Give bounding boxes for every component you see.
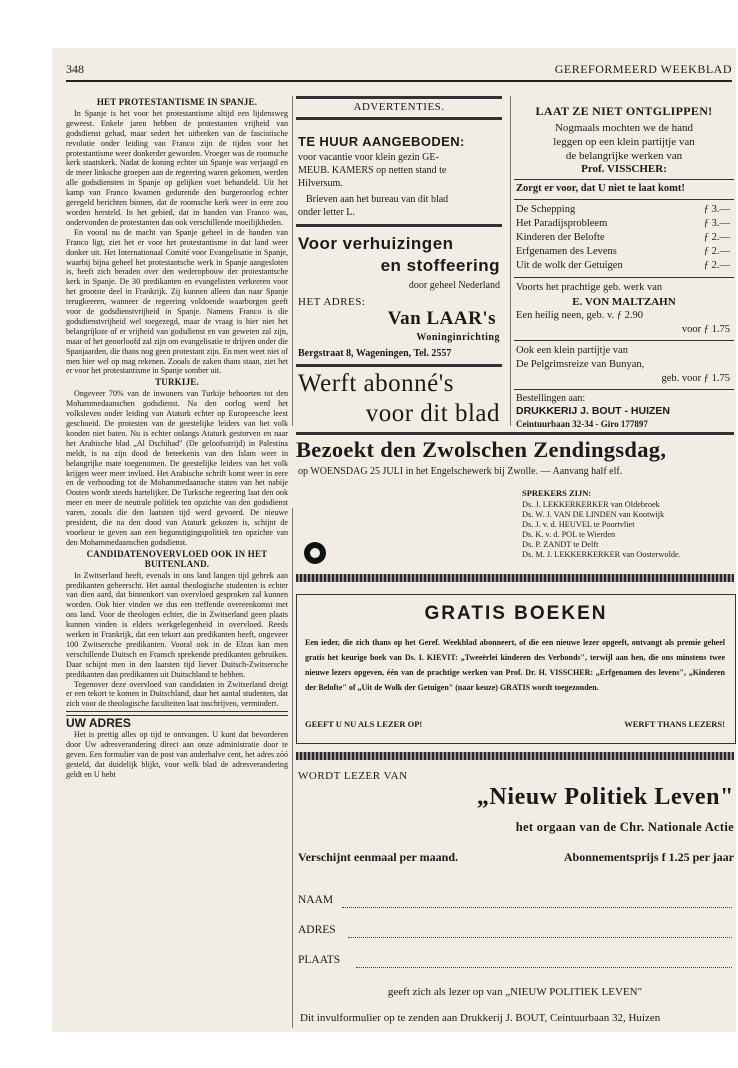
- candidates-paragraph-2: Tegenover deze overvloed van candidaten in Zwitserland dreigt er een tekort te komen in Duitschland, daar het aantal studenten, dat zich voor de theologische faculteiten laat inschrijven, vermindert.: [66, 679, 288, 709]
- ad-rule-1: [296, 224, 502, 227]
- article-column: [66, 96, 288, 1026]
- name-label: NAAM: [298, 894, 334, 906]
- ad-huur-line-1: voor vacantie voor klein gezin GE-: [298, 152, 439, 163]
- article-title-candidates: CANDIDATENOVERVLOED OOK IN HET BUITENLAND.: [86, 548, 268, 569]
- book-item: [516, 232, 730, 243]
- gratis-body: Een ieder, die zich thans op het Geref. Weekblad abonneert, of die een nieuwe lezer opgeeft, ontvangt als premie geheel gratis het keurige boek van Ds. I. KIEVIT: „Tweeërlei kinderen des Verbonds", terwijl aan hen, die ons minstens twee nieuwe lezers opgeven, één van de prachtige werken van Prof. Dr. H. VISSCHER: „Erfgenamen des levens", „Kinderen der Belofte" of „Uit de Wolk der Getuigen" (naar keuze) GRATIS wordt toegezonden.: [305, 638, 725, 692]
- books-printer-address: Ceintuurbaan 32-34 - Giro 177897: [516, 419, 648, 429]
- books-rule-4: [514, 340, 734, 341]
- ad-huur-line-2: MEUB. KAMERS op netten stand te: [298, 165, 447, 176]
- ad-huur-line-4: Brieven aan het bureau van dit blad: [306, 194, 449, 205]
- ad-verhuizing-line-1: Voor verhuizingen: [298, 234, 454, 253]
- zending-subtitle: op WOENSDAG 25 JULI in het Engelschewerk bij Zwolle. — Aanvang half elf.: [298, 466, 623, 477]
- books-also-author: E. VON MALTZAHN: [572, 296, 676, 308]
- ad-verhuizing-adres: HET ADRES:: [298, 296, 366, 308]
- book-item-price: ƒ 2.—: [703, 246, 730, 257]
- books-also-1: Voorts het prachtige geb. werk van: [516, 282, 663, 293]
- form-price: Abonnementsprijs f 1.25 per jaar: [563, 850, 734, 864]
- address-paragraph-1: Het is prettig alles op tijd te ontvangen. U kunt dat bevorderen door Uw adresverandering direct aan onze administratie door te geven. Een formulier van de post van anderhalve cent, het adres zóó gesteld, dat duidelijk blijkt, voor welk blad de adresverandering geldt en U hebt: [66, 730, 288, 779]
- decorative-border: [296, 574, 734, 582]
- ad-werft-line-2: voor dit blad: [365, 400, 500, 427]
- ad-werft-line-1: Werft abonné's: [298, 370, 454, 397]
- candidates-paragraph-1: In Zwitserland heeft, evenals in ons land langen tijd gebrek aan predikanten geheerscht. Het aantal theologische studenten is echter van dien aard, dat binnenkort van overvloed gesproken zal kunnen worden. Ook hier vinden we dus een treffende overeenkomst met ons land. Voor de theologen echter, die in Zwitserland geen plaats kunnen vinden is elders werkgelegenheid in overvloed. Reeds werken in Frankrijk, dat een tekort aan predikanten heeft, ongeveer 100 Zwitsersche predikanten. Vooral ook in de Elzas kan men verschillende Duitsch en Fransch sprekende predikanten gebruiken. Daar schijnt men in den laatsten tijd liever Duitsch-Zwitsersche predikanten dan predikanten uit Duitschland te hebben.: [66, 570, 288, 679]
- book-item-name: De Schepping: [516, 204, 576, 215]
- form-title: „Nieuw Politiek Leven": [476, 784, 734, 810]
- speaker-item: Ds. J. v. d. HEUVEL te Poortvliet: [522, 520, 635, 529]
- books-also-2: Een heilig neen, geb. v. ƒ 2.90: [516, 310, 644, 321]
- book-item: [516, 260, 730, 271]
- book-item-name: Kinderen der Belofte: [516, 232, 605, 243]
- ad-verhuizing-address: Bergstraat 8, Wageningen, Tel. 2557: [298, 348, 452, 359]
- header-rule: [66, 80, 732, 82]
- newspaper-page: [52, 48, 736, 1032]
- form-footer: geeft zich als lezer op van „NIEUW POLITIEK LEVEN": [387, 986, 643, 998]
- zending-title: Bezoekt den Zwolschen Zendingsdag,: [296, 437, 667, 462]
- form-subtitle: het orgaan van de Chr. Nationale Actie: [515, 820, 734, 834]
- books-rule-1: [514, 179, 734, 180]
- speaker-item: Ds. K. v. d. POL te Wierden: [522, 530, 616, 539]
- books-author: Prof. VISSCHER:: [581, 163, 667, 175]
- books-warning: Zorgt er voor, dat U niet te laat komt!: [516, 183, 685, 194]
- gratis-footer-left: GEEFT U NU ALS LEZER OP!: [305, 719, 423, 729]
- place-field[interactable]: [356, 966, 732, 968]
- zending-emblem-icon: [304, 542, 326, 564]
- form-intro: WORDT LEZER VAN: [298, 770, 408, 782]
- gratis-boeken-box: [296, 594, 736, 744]
- book-item-price: ƒ 2.—: [703, 260, 730, 271]
- books-rule-2: [514, 199, 734, 200]
- decorative-border: [296, 752, 734, 760]
- page-number: 348: [66, 62, 84, 76]
- books-intro-1: Nogmaals mochten we de hand: [554, 122, 694, 134]
- books-intro-2: leggen op een klein partijtje van: [553, 136, 695, 148]
- ads-heading: ADVERTENTIES.: [353, 101, 445, 113]
- book-item-name: Het Paradijsprobleem: [516, 218, 608, 229]
- form-frequency: Verschijnt eenmaal per maand.: [298, 850, 458, 864]
- books-rule-3: [514, 277, 734, 278]
- ads-top-rule: [296, 96, 502, 99]
- form-cut-instruction: Dit invulformulier op te zenden aan Drukkerij J. BOUT, Ceintuurbaan 32, Huizen: [300, 1012, 661, 1024]
- books-title: LAAT ZE NIET ONTGLIPPEN!: [535, 104, 713, 118]
- books-bunyan-price: geb. voor ƒ 1.75: [661, 373, 730, 384]
- address-field[interactable]: [348, 936, 732, 938]
- speaker-item: Ds. W. J. VAN DE LINDEN van Kootwijk: [522, 510, 665, 519]
- zending-top-rule: [296, 432, 734, 435]
- book-item: [516, 204, 730, 215]
- book-item-price: ƒ 3.—: [703, 218, 730, 229]
- ad-verhuizing-line-3: door geheel Nederland: [408, 280, 500, 291]
- spain-paragraph-2: En vooral nu de macht van Spanje geheel in de handen van Franco ligt, ziet het er voor het protestantisme in dat land weer donker uit. Het Internationaal Comité voor Evangelisatie in Spanje, waarbij bijna geheel het protestantsche werk in Spanje aangesloten is, heeft zich beraden over den wederopbouw der protestantsche kerk in Spanje. De 30 predikanten en evangelisten verkeeren voor het grootste deel in Frankrijk. Zij kunnen alleen dan naar Spanje terugkeeren, wanneer de regeering voldoende waarborgen geeft voor de godsdienstvrijheid in Spanje. Namens Franco is die godsdienstvrijheid wel toegezegd, maar de vraag is hier niet het belangrijkste of er vrijheid van godsdienst en van geweten zal zijn, maar of het geoorloofd zal zijn om evangelisatie te drijven onder die Spanjaarden, die thans nog geen protestant zijn. En men weet niet of men hier wel op mag rekenen. Zooals de zaken thans staan, ziet het er voor het protestantisme in Spanje somber uit.: [66, 227, 288, 376]
- books-intro-3: de belangrijke werken van: [565, 150, 683, 162]
- column-divider-2: [510, 96, 511, 426]
- ad-huur-line-5: onder letter L.: [298, 207, 355, 218]
- ad-verhuizing-sub: Woninginrichting: [416, 332, 500, 343]
- books-bunyan-2: De Pelgrimsreize van Bunyan,: [516, 359, 645, 370]
- ad-huur-title: TE HUUR AANGEBODEN:: [298, 134, 465, 149]
- article-title-address: UW ADRES: [66, 716, 131, 731]
- speakers-label: SPREKERS ZIJN:: [522, 488, 592, 498]
- books-printer: DRUKKERIJ J. BOUT - HUIZEN: [516, 405, 671, 417]
- gratis-footer-right: WERFT THANS LEZERS!: [624, 719, 725, 729]
- turkey-paragraph-1: Ongeveer 70% van de inwoners van Turkije behoorten tot den Mohammedaanschen godsdienst. Na den oorlog werd het volksleven onder leiding van Ataturk echter op Europeesche leest geschoeid. De protesten van de geestelijke leiders van het volk konden niet baten. Nu is echter onlangs Ataturk gestorven en naar het Arabische blad „Al Dschihad" (De geloofsstrijd) in Palestina meldt, is na zijn dood de beteekenis van den Islam weer in belangrijke mate toegenomen. De geestelijke leiders van het volk krijgen weer meer invloed. Het Arabische schrift komt weer in eere en de verhouding tot de Mohammedaansche staten van het nabije Oosten wordt steeds hartelijker. De Turksche regeering laat den ook meer en meer de neutrale politiek ten opzichte van den godsdienst varen, zooals die den laatsten tijd werd gevoerd. De nieuwe president, die na den dood van Ataturk gekozen is, schijnt de voorkeur te geven aan een begunstigingspolitiek ten opzichte van den Mohammedaanschen godsdienst.: [66, 389, 288, 547]
- speaker-item: Ds. M. J. LEKKERKERKER van Oosterwolde.: [522, 550, 681, 559]
- books-order-label: Bestellingen aan:: [516, 393, 586, 404]
- ad-huur-line-3: Hilversum.: [298, 178, 343, 189]
- book-item-price: ƒ 3.—: [703, 204, 730, 215]
- ads-heading-rule: [296, 117, 502, 120]
- ad-rule-2: [296, 364, 502, 367]
- ad-verhuizing-name: Van LAAR's: [387, 308, 496, 329]
- book-item-name: Erfgenamen des Levens: [516, 246, 617, 257]
- book-item-name: Uit de wolk der Getuigen: [516, 260, 623, 271]
- column-divider-1: [292, 96, 293, 426]
- speaker-item: Ds. J. LEKKERKERKER van Oldebroek: [522, 500, 660, 509]
- gratis-title: GRATIS BOEKEN: [424, 603, 608, 624]
- article-title-turkey: TURKIJE.: [155, 377, 199, 388]
- name-field[interactable]: [342, 906, 732, 908]
- spain-paragraph-1: In Spanje is het voor het protestantisme altijd een lijdensweg geweest. Enkele jaren hebben de protestanten vrijheid van godsdienst gehad, maar sedert het uitbreken van de fascistische revolutie onder leiding van Franco zijn de tijden voor het protestantisme weer donkerder geworden. Vroeger was de roomsche kerk staatskerk. Nadat de koning echter uit Spanje was verjaagd en de meer linksche groepen aan de regeering waren gekomen, werden alle godsdiensten in Spanje op gelijken voet behandeld. Uit het kamp van Franco kwamen gedurende den burgeroorlog echter geregeld berichten binnen, dat de roomsche kerk weer in eere zou worden hersteld. In het gebied, dat in handen van Franco was, ondervonden de protestanten dan ook verschillende moeilijkheden.: [66, 108, 288, 227]
- books-rule-5: [514, 389, 734, 390]
- address-label: ADRES: [298, 924, 336, 936]
- speaker-item: Ds. P. ZANDT te Delft: [522, 540, 599, 549]
- books-also-price: voor ƒ 1.75: [681, 324, 730, 335]
- book-item: [516, 218, 730, 229]
- book-item-price: ƒ 2.—: [703, 232, 730, 243]
- place-label: PLAATS: [298, 954, 341, 966]
- ad-verhuizing-line-2: en stoffeering: [380, 256, 500, 275]
- column-divider-1b: [292, 508, 293, 1028]
- publication-title: GEREFORMEERD WEEKBLAD: [554, 62, 732, 76]
- article-title-spain: HET PROTESTANTISME IN SPANJE.: [96, 97, 258, 107]
- books-bunyan-1: Ook een klein partijtje van: [516, 345, 628, 356]
- book-item: [516, 246, 730, 257]
